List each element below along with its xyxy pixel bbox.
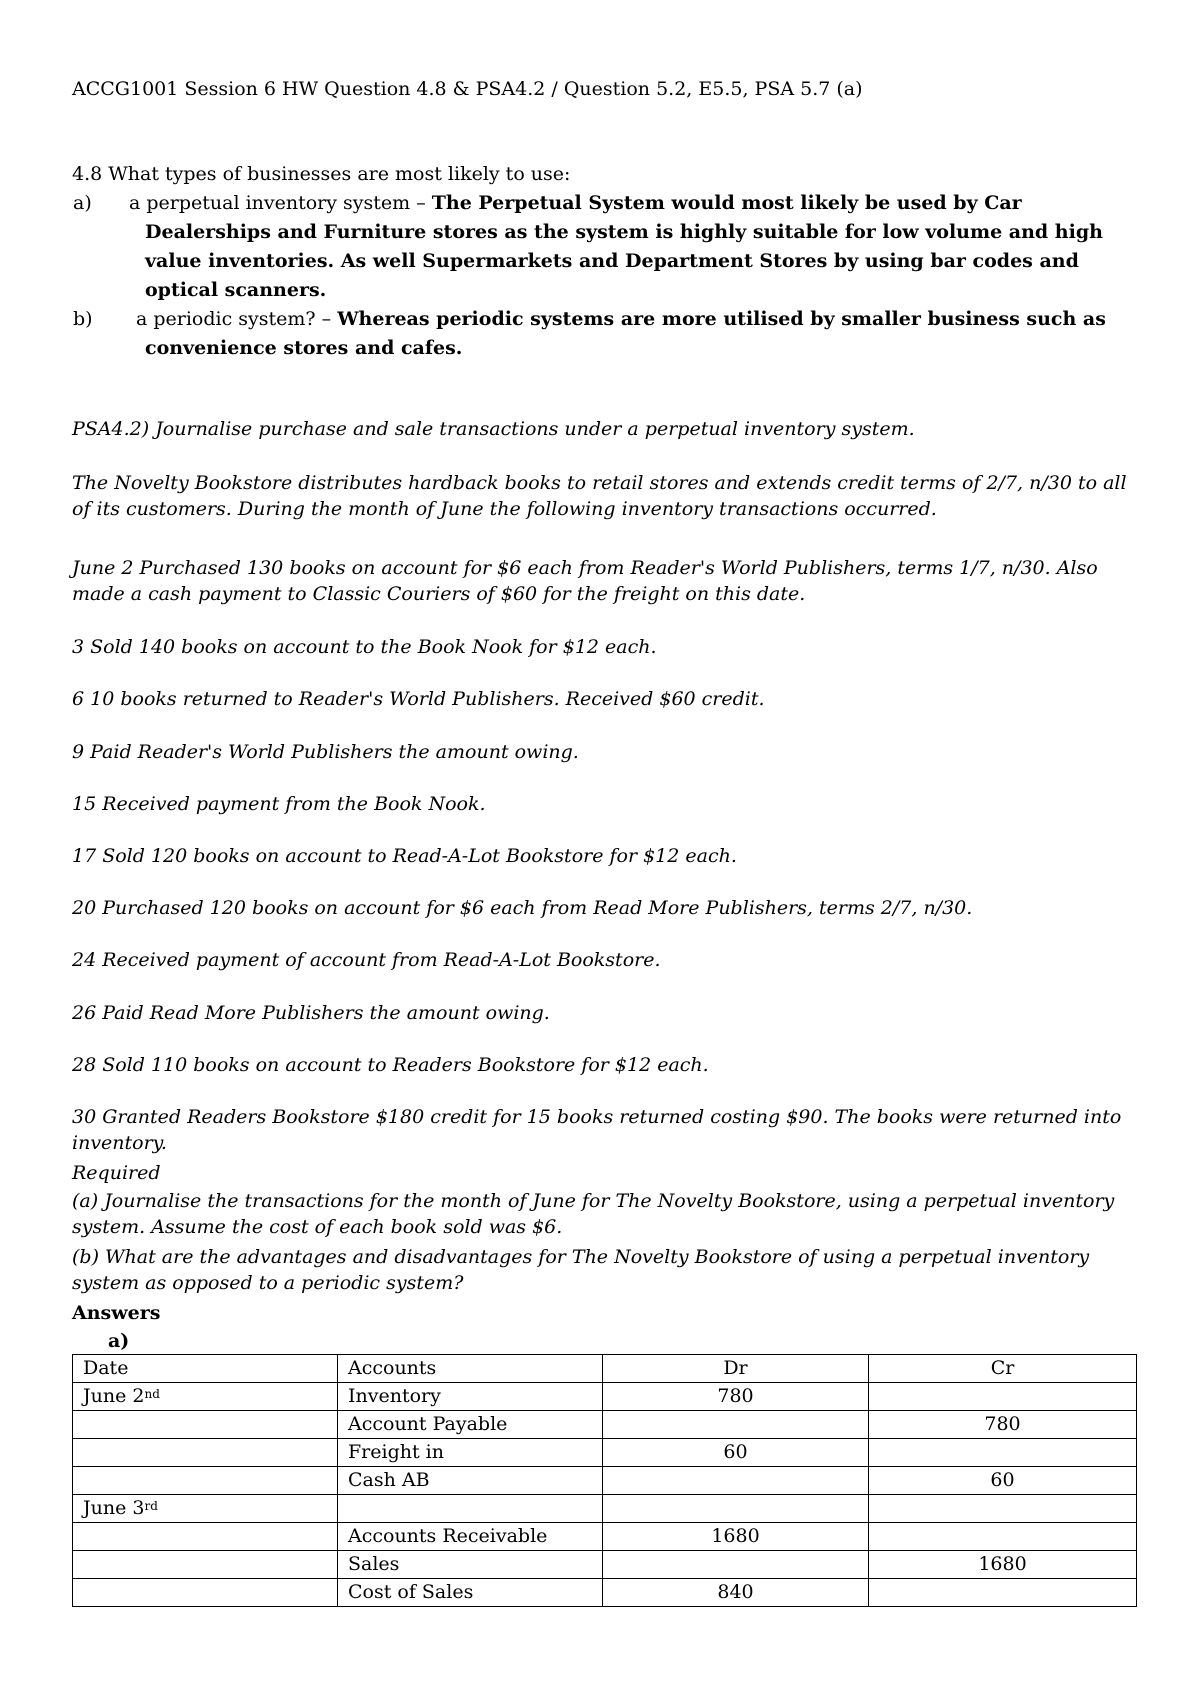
answer-a: a) a perpetual inventory system – The Perpetual System would most likely be used by Car Dealerships and Furniture stores as the system is highly suitable for low volume and high value inventories. As well Supermarkets and Department Stores by using bar codes and optical scanners. (73, 192, 1103, 301)
cell-date (73, 1523, 338, 1551)
table-row (73, 1579, 1137, 1607)
answer-a-text: The Perpetual System would most likely be used by Car Dealerships and Furniture stores as the system is highly suitable for low volume and high value inventories. As well Supermarkets and Department Stores by using bar codes and optical scanners. (145, 192, 1103, 301)
transaction-item: 26 Paid Read More Publishers the amount owing. (72, 1002, 550, 1024)
cell-account: Cost of Sales (338, 1579, 603, 1607)
cell-cr: 780 (869, 1411, 1137, 1439)
cell-account: Cash AB (338, 1467, 603, 1495)
table-row (73, 1551, 1137, 1579)
transaction-item: 3 Sold 140 books on account to the Book Nook for $12 each. (72, 636, 657, 658)
answer-b-text: Whereas periodic systems are more utilised by smaller business such as convenience stores and cafes. (145, 308, 1106, 359)
cell-cr (869, 1495, 1137, 1523)
journal-table (72, 1354, 1137, 1607)
psa-intro: The Novelty Bookstore distributes hardback books to retail stores and extends credit terms of 2/7, n/30 to all of its customers. During the month of June the following inventory transactions occurred. (72, 472, 1127, 520)
psa-heading: PSA4.2) Journalise purchase and sale transactions under a perpetual inventory system. (72, 418, 915, 440)
journal-header-row (73, 1355, 1137, 1383)
cell-cr: 1680 (869, 1551, 1137, 1579)
cell-dr: 60 (603, 1439, 869, 1467)
cell-date (73, 1467, 338, 1495)
document-header: ACCG1001 Session 6 HW Question 4.8 & PSA4.2 / Question 5.2, E5.5, PSA 5.7 (a) (72, 78, 863, 100)
table-row (73, 1467, 1137, 1495)
cell-dr (603, 1495, 869, 1523)
transaction-item: 6 10 books returned to Reader's World Publishers. Received $60 credit. (72, 688, 765, 710)
answer-a-prompt: a perpetual inventory system – (129, 192, 432, 214)
cell-dr: 1680 (603, 1523, 869, 1551)
required-a: (a) Journalise the transactions for the month of June for The Novelty Bookstore, using a perpetual inventory system. Assume the cost of each book sold was $6. (72, 1190, 1115, 1238)
answers-label: Answers (72, 1302, 161, 1324)
cell-dr (603, 1551, 869, 1579)
cell-dr: 780 (603, 1383, 869, 1411)
cell-date (73, 1551, 338, 1579)
cell-date (73, 1579, 338, 1607)
header-dr: Dr (603, 1355, 869, 1383)
cell-cr (869, 1439, 1137, 1467)
cell-account: Sales (338, 1551, 603, 1579)
cell-dr (603, 1467, 869, 1495)
cell-account: Inventory (338, 1383, 603, 1411)
transaction-item: 9 Paid Reader's World Publishers the amount owing. (72, 741, 579, 763)
table-row (73, 1495, 1137, 1523)
table-row (73, 1439, 1137, 1467)
table-row (73, 1411, 1137, 1439)
transaction-item: 24 Received payment of account from Read-A-Lot Bookstore. (72, 949, 661, 971)
cell-cr: 60 (869, 1467, 1137, 1495)
transaction-item: 28 Sold 110 books on account to Readers Bookstore for $12 each. (72, 1054, 709, 1076)
table-row (73, 1383, 1137, 1411)
cell-date: June 2nd (73, 1383, 338, 1411)
table-row (73, 1523, 1137, 1551)
transaction-item: June 2 Purchased 130 books on account for $6 each from Reader's World Publishers, terms 1/7, n/30. Also made a cash payment to Classic Couriers of $60 for the freight on this date. (72, 557, 1098, 605)
required-b: (b) What are the advantages and disadvantages for The Novelty Bookstore of using a perpetual inventory system as opposed to a periodic system? (72, 1246, 1090, 1294)
transaction-item: 15 Received payment from the Book Nook. (72, 793, 486, 815)
header-cr: Cr (869, 1355, 1137, 1383)
header-date: Date (73, 1355, 338, 1383)
cell-account: Account Payable (338, 1411, 603, 1439)
cell-cr (869, 1523, 1137, 1551)
cell-cr (869, 1383, 1137, 1411)
question-4-8 (72, 160, 1136, 363)
required-label: Required (72, 1162, 161, 1184)
cell-date (73, 1439, 338, 1467)
cell-account (338, 1495, 603, 1523)
transaction-item: 17 Sold 120 books on account to Read-A-Lot Bookstore for $12 each. (72, 845, 737, 867)
cell-cr (869, 1579, 1137, 1607)
cell-account: Freight in (338, 1439, 603, 1467)
cell-date: June 3rd (73, 1495, 338, 1523)
cell-dr: 840 (603, 1579, 869, 1607)
answers-part-a: a) (108, 1330, 130, 1352)
cell-date (73, 1411, 338, 1439)
cell-dr (603, 1411, 869, 1439)
answer-b: b) a periodic system? – Whereas periodic systems are more utilised by smaller business such as convenience stores and cafes. (73, 308, 1106, 359)
question-4-8-prompt: 4.8 What types of businesses are most likely to use: (72, 163, 571, 185)
cell-account: Accounts Receivable (338, 1523, 603, 1551)
transaction-item: 20 Purchased 120 books on account for $6 each from Read More Publishers, terms 2/7, n/30. (72, 897, 973, 919)
answer-b-prompt: a periodic system? – (136, 308, 338, 330)
transaction-item: 30 Granted Readers Bookstore $180 credit for 15 books returned costing $90. The books were returned into inventory. (72, 1106, 1122, 1154)
header-accounts: Accounts (338, 1355, 603, 1383)
